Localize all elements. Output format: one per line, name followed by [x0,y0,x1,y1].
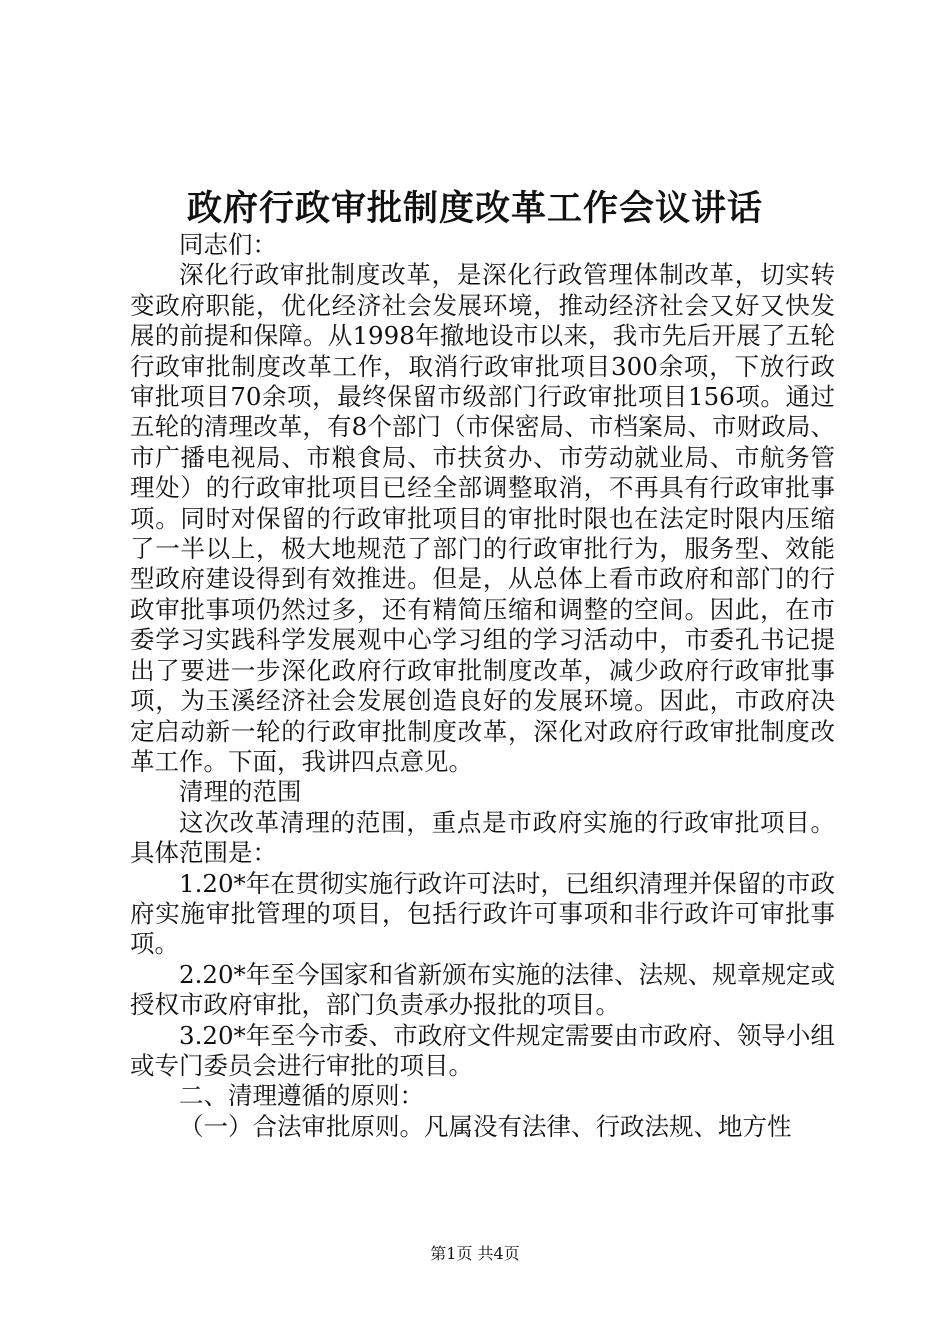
section-heading-principles: 二、清理遵循的原则： [179,1081,424,1111]
section-heading-scope: 清理的范围 [179,777,302,807]
intro-paragraph: 深化行政审批制度改革，是深化行政管理体制改革，切实转变政府职能，优化经济社会发展环境，推动经济社会又好又快发展的前提和保障。从1998年撤地设市以来，我市先后开展了五轮行政审批制度改革工作，取消行政审批项目300余项，下放行政审批项目70余项，最终保留市级部门行政审批项目156项。通过五轮的清理改革，有8个部门（市保密局、市档案局、市财政局、市广播电视局、市粮食局、市扶贫办、市劳动就业局、市航务管理处）的行政审批项目已经全部调整取消，不再具有行政审批事项。同时对保留的行政审批项目的审批时限也在法定时限内压缩了一半以上，极大地规范了部门的行政审批行为，服务型、效能型政府建设得到有效推进。但是，从总体上看市政府和部门的行政审批事项仍然过多，还有精简压缩和调整的空间。因此，在市委学习实践科学发展观中心学习组的学习活动中，市委孔书记提出了要进一步深化政府行政审批制度改革，减少政府行政审批事项，为玉溪经济社会发展创造良好的发展环境。因此，市政府决定启动新一轮的行政审批制度改革，深化对政府行政审批制度改革工作。下面，我讲四点意见。 [130,260,835,776]
scope-item-1: 1.20*年在贯彻实施行政许可法时，已组织清理并保留的市政府实施审批管理的项目，包括行政许可事项和非行政许可审批事项。 [130,868,835,959]
salutation: 同志们： [179,230,277,259]
document-body [130,230,835,1142]
document-title: 政府行政审批制度改革工作会议讲话 [186,188,763,229]
page-number-footer: 第1页 共4页 [430,1244,520,1263]
scope-item-2: 2.20*年至今国家和省新颁布实施的法律、法规、规章规定或授权市政府审批，部门负责承办报批的项目。 [130,959,835,1020]
principle-item-1: （一）合法审批原则。凡属没有法律、行政法规、地方性 [179,1111,792,1141]
scope-paragraph: 这次改革清理的范围，重点是市政府实施的行政审批项目。具体范围是： [130,807,835,868]
scope-item-3: 3.20*年至今市委、市政府文件规定需要由市政府、领导小组或专门委员会进行审批的项目。 [130,1020,835,1080]
